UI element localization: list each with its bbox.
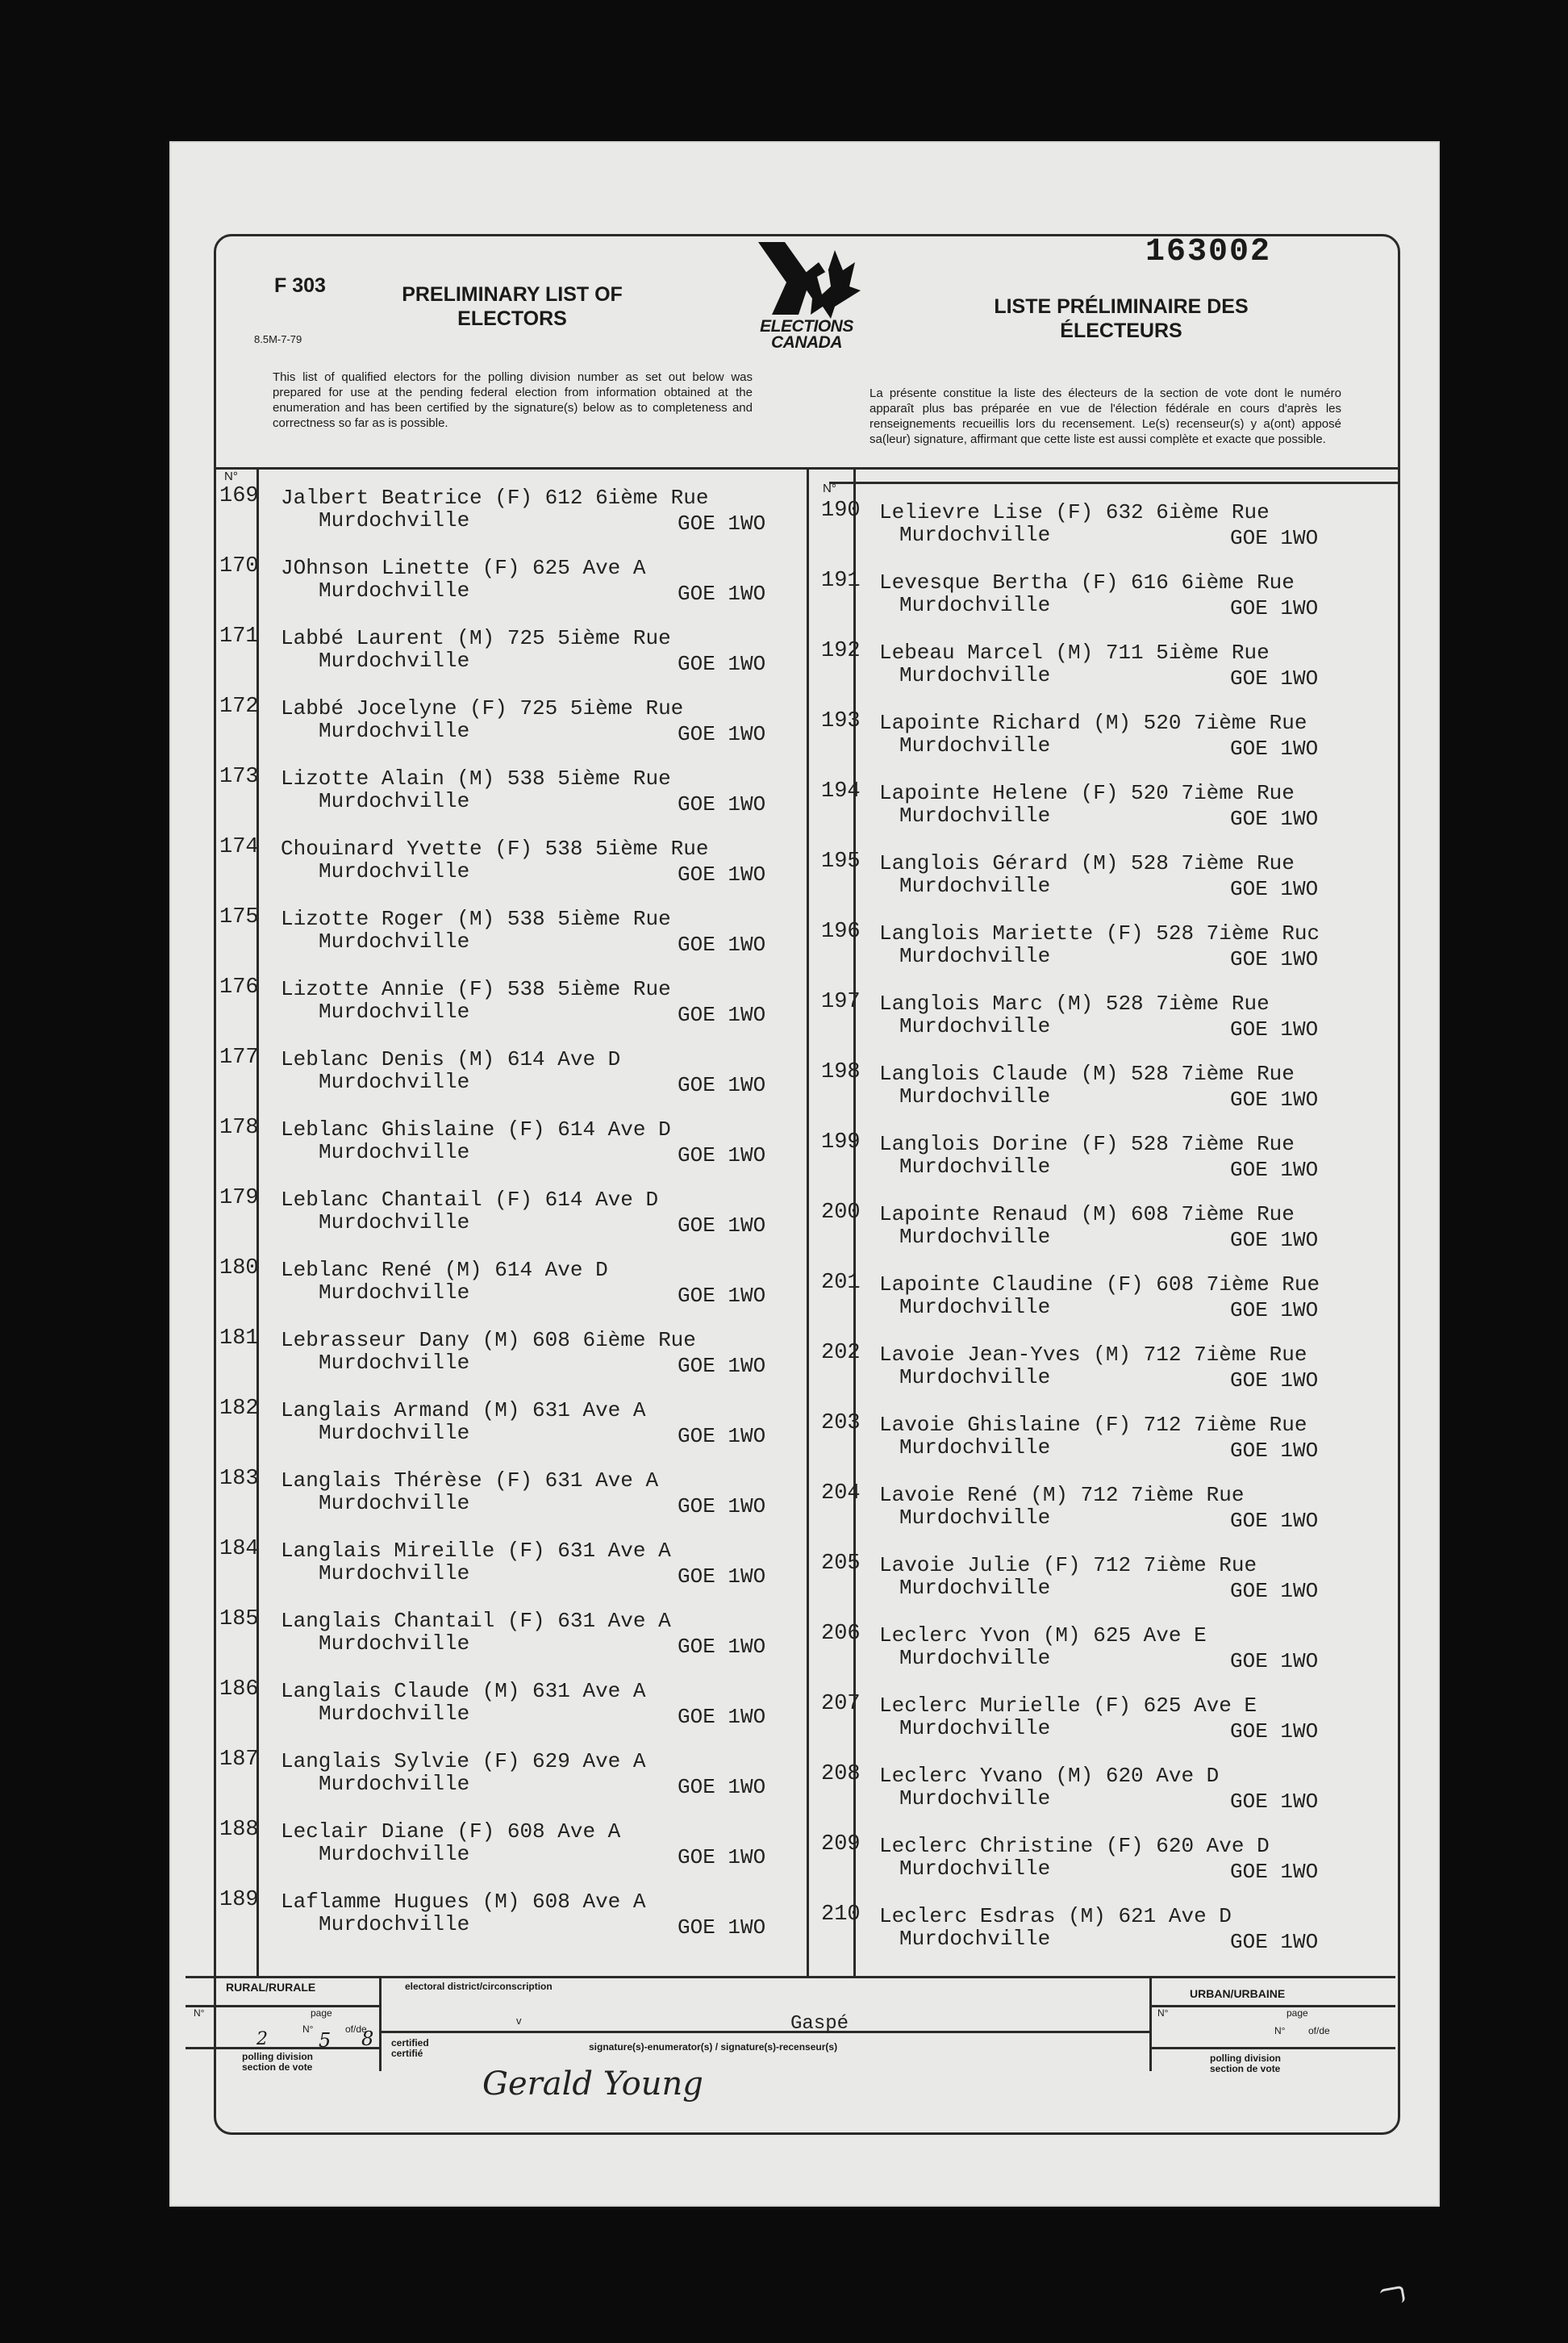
elector-number: 203 [821,1411,861,1435]
elector-postal-code: GOE 1WO [678,1775,766,1799]
elector-town: Murdochville [899,1014,1051,1038]
elector-town: Murdochville [319,719,470,743]
elector-postal-code: GOE 1WO [1230,1158,1319,1182]
footer-rule-1 [379,1976,382,2071]
elector-postal-code: GOE 1WO [1230,1017,1319,1042]
elector-name-address: Lapointe Claudine (F) 608 7ième Rue [879,1272,1320,1297]
elector-town: Murdochville [899,523,1051,547]
elector-postal-code: GOE 1WO [1230,1579,1319,1603]
elector-name-address: Leclerc Esdras (M) 621 Ave D [879,1904,1232,1928]
elector-postal-code: GOE 1WO [678,1635,766,1659]
elector-postal-code: GOE 1WO [1230,737,1319,761]
elector-postal-code: GOE 1WO [1230,1368,1319,1393]
elector-number: 182 [219,1397,259,1421]
elector-name-address: Leclair Diane (F) 608 Ave A [281,1819,621,1844]
urban-label: URBAN/URBAINE [1190,1987,1286,2000]
elector-number: 178 [219,1116,259,1140]
footer-rule-district [379,2031,1149,2033]
elector-postal-code: GOE 1WO [678,1284,766,1308]
elector-town: Murdochville [319,1280,470,1305]
elector-number: 206 [821,1622,861,1646]
elector-town: Murdochville [899,1716,1051,1740]
elector-number: 204 [821,1481,861,1506]
rural-page-label: page [311,2007,332,2019]
elector-postal-code: GOE 1WO [1230,1719,1319,1744]
elector-postal-code: GOE 1WO [678,512,766,536]
elector-number: 173 [219,765,259,789]
elector-name-address: Leclerc Yvon (M) 625 Ave E [879,1623,1207,1648]
elector-name-address: JOhnson Linette (F) 625 Ave A [281,556,646,580]
elector-town: Murdochville [899,1225,1051,1249]
elector-name-address: Lebrasseur Dany (M) 608 6ième Rue [281,1328,696,1352]
footer-rule-urban-2 [1149,2047,1395,2049]
elector-number: 193 [821,709,861,733]
elector-name-address: Langlois Claude (M) 528 7ième Rue [879,1062,1295,1086]
elector-number: 185 [219,1607,259,1631]
elector-number: 188 [219,1818,259,1842]
elector-number: 175 [219,905,259,929]
elector-town: Murdochville [899,1576,1051,1600]
elector-town: Murdochville [899,804,1051,828]
title-french [976,294,1266,343]
elector-name-address: Chouinard Yvette (F) 538 5ième Rue [281,837,709,861]
elector-postal-code: GOE 1WO [1230,1509,1319,1533]
elector-town: Murdochville [899,1084,1051,1109]
elections-canada-logo [738,238,875,352]
elector-postal-code: GOE 1WO [678,933,766,957]
district-mark: v [516,2015,522,2027]
elector-postal-code: GOE 1WO [1230,526,1319,550]
elector-name-address: Lavoie Jean-Yves (M) 712 7ième Rue [879,1343,1307,1367]
elector-number: 174 [219,835,259,859]
urban-page-of-label: of/de [1308,2025,1330,2036]
elector-name-address: Lavoie René (M) 712 7ième Rue [879,1483,1245,1507]
district-value: Gaspé [790,2013,849,2035]
elector-name-address: Leblanc Ghislaine (F) 614 Ave D [281,1117,671,1142]
elector-name-address: Langlais Armand (M) 631 Ave A [281,1398,646,1422]
elector-name-address: Levesque Bertha (F) 616 6ième Rue [879,570,1295,595]
column-header-no-left: N° [224,470,238,483]
elector-town: Murdochville [319,1140,470,1164]
elector-name-address: Langlois Mariette (F) 528 7ième Ruc [879,921,1320,946]
elector-town: Murdochville [319,508,470,532]
elector-number: 196 [821,920,861,944]
logo-wordmark [738,319,875,351]
table-top-rule [214,467,1398,470]
elector-number: 183 [219,1467,259,1491]
polling-label-en: polling division [242,2051,313,2062]
elector-name-address: Lizotte Annie (F) 538 5ième Rue [281,977,671,1001]
elector-number: 186 [219,1677,259,1702]
elector-postal-code: GOE 1WO [678,1705,766,1729]
elector-number: 205 [821,1552,861,1576]
elector-postal-code: GOE 1WO [1230,1790,1319,1814]
elector-town: Murdochville [899,1927,1051,1951]
elector-number: 177 [219,1046,259,1070]
elector-number: 181 [219,1326,259,1351]
elector-name-address: Leclerc Murielle (F) 625 Ave E [879,1694,1257,1718]
elector-name-address: Lizotte Alain (M) 538 5ième Rue [281,766,671,791]
elector-postal-code: GOE 1WO [1230,1298,1319,1322]
elector-postal-code: GOE 1WO [1230,877,1319,901]
elector-number: 195 [821,850,861,874]
elector-number: 176 [219,975,259,1000]
elector-town: Murdochville [899,1786,1051,1810]
elector-number: 210 [821,1902,861,1927]
elector-number: 191 [821,569,861,593]
elector-postal-code: GOE 1WO [678,652,766,676]
elector-name-address: Lebeau Marcel (M) 711 5ième Rue [879,641,1270,665]
form-code: F 303 [274,274,326,297]
elector-name-address: Langlais Thérèse (F) 631 Ave A [281,1468,659,1493]
footer-rule-urban [1149,2005,1395,2007]
elector-number: 170 [219,554,259,578]
elector-town: Murdochville [319,1070,470,1094]
elector-number: 209 [821,1832,861,1856]
elector-town: Murdochville [319,1842,470,1866]
elector-number: 207 [821,1692,861,1716]
elector-postal-code: GOE 1WO [678,1494,766,1518]
elector-postal-code: GOE 1WO [1230,1228,1319,1252]
elector-number: 201 [821,1271,861,1295]
page-total: 8 [361,2028,374,2050]
elector-postal-code: GOE 1WO [678,1213,766,1238]
table-top-rule-right [829,482,1398,484]
rural-page-no-label: N° [302,2023,314,2035]
elector-name-address: Lelievre Lise (F) 632 6ième Rue [879,500,1270,524]
elector-name-address: Labbé Laurent (M) 725 5ième Rue [281,626,671,650]
intro-english: This list of qualified electors for the polling division number as set out below was prepared for use at the pending federal election from information obtained at the enumeration and has been certified by the signature(s) below as to completeness and correctness so far as is possible. [273,370,753,430]
logo-text-canada: CANADA [771,333,842,352]
rural-page-of-label: of/de [345,2023,367,2035]
elector-number: 180 [219,1256,259,1280]
urban-no-label: N° [1157,2007,1169,2019]
elector-name-address: Laflamme Hugues (M) 608 Ave A [281,1890,646,1914]
elector-name-address: Langlais Claude (M) 631 Ave A [281,1679,646,1703]
elector-name-address: Langlois Marc (M) 528 7ième Rue [879,992,1270,1016]
elector-number: 184 [219,1537,259,1561]
district-label: electoral district/circonscription [405,1981,553,1992]
form-print-code: 8.5M-7-79 [254,333,302,345]
elector-town: Murdochville [319,1000,470,1024]
certified-fr: certifié [391,2048,423,2059]
signature-label: signature(s)-enumerator(s) / signature(s)-recenseur(s) [589,2041,838,2053]
urban-page-label: page [1287,2007,1308,2019]
elector-postal-code: GOE 1WO [1230,947,1319,971]
center-rule-a [807,467,809,1976]
elector-number: 169 [219,484,259,508]
elector-town: Murdochville [899,593,1051,617]
elector-name-address: Lavoie Ghislaine (F) 712 7ième Rue [879,1413,1307,1437]
elector-town: Murdochville [319,859,470,883]
rural-label: RURAL/RURALE [226,1981,316,1994]
elector-town: Murdochville [899,1155,1051,1179]
elector-postal-code: GOE 1WO [678,862,766,887]
title-english [379,282,645,331]
elector-town: Murdochville [899,1295,1051,1319]
elector-town: Murdochville [319,929,470,954]
elector-number: 171 [219,624,259,649]
elector-town: Murdochville [899,1506,1051,1530]
elector-postal-code: GOE 1WO [678,722,766,746]
elector-town: Murdochville [319,1210,470,1234]
x-maple-leaf-icon [754,238,867,323]
elector-postal-code: GOE 1WO [678,1424,766,1448]
elector-town: Murdochville [319,578,470,603]
elector-name-address: Leclerc Christine (F) 620 Ave D [879,1834,1270,1858]
rural-number: 2 [256,2029,268,2049]
elector-town: Murdochville [899,944,1051,968]
elector-name-address: Lapointe Helene (F) 520 7ième Rue [879,781,1295,805]
elector-town: Murdochville [319,1631,470,1656]
title-en-line1: PRELIMINARY LIST OF [402,283,623,306]
enumerator-signature: Gerald Young [482,2065,703,2103]
elector-postal-code: GOE 1WO [678,1845,766,1869]
elector-name-address: Leblanc René (M) 614 Ave D [281,1258,608,1282]
footer-rule-rural [186,2005,379,2007]
elector-town: Murdochville [899,1365,1051,1389]
elector-postal-code: GOE 1WO [678,1003,766,1027]
elector-name-address: Leblanc Denis (M) 614 Ave D [281,1047,621,1071]
elector-town: Murdochville [319,1421,470,1445]
elector-number: 190 [821,499,861,523]
elector-town: Murdochville [899,1646,1051,1670]
elector-postal-code: GOE 1WO [1230,807,1319,831]
certified-en: certified [391,2037,429,2049]
serial-number: 163002 [1145,234,1272,270]
elector-name-address: Lapointe Richard (M) 520 7ième Rue [879,711,1307,735]
elector-number: 200 [821,1201,861,1225]
elector-number: 187 [219,1748,259,1772]
elector-postal-code: GOE 1WO [1230,1860,1319,1884]
title-en-line2: ELECTORS [457,307,567,330]
elector-number: 199 [821,1130,861,1155]
elector-name-address: Langlais Mireille (F) 631 Ave A [281,1539,671,1563]
elector-number: 192 [821,639,861,663]
title-fr-line2: ÉLECTEURS [1060,320,1182,342]
elector-postal-code: GOE 1WO [678,792,766,816]
elector-town: Murdochville [319,789,470,813]
footer-rule-rural-2 [186,2047,379,2049]
elector-town: Murdochville [899,733,1051,758]
elector-town: Murdochville [899,663,1051,687]
elector-name-address: Leblanc Chantail (F) 614 Ave D [281,1188,659,1212]
elector-name-address: Lapointe Renaud (M) 608 7ième Rue [879,1202,1295,1226]
elector-number: 194 [821,779,861,804]
footer-rule-2 [1149,1976,1152,2071]
elector-postal-code: GOE 1WO [1230,1649,1319,1673]
elector-postal-code: GOE 1WO [678,1143,766,1167]
elector-name-address: Jalbert Beatrice (F) 612 6ième Rue [281,486,709,510]
elector-number: 189 [219,1888,259,1912]
elector-postal-code: GOE 1WO [1230,1439,1319,1463]
elector-postal-code: GOE 1WO [678,1354,766,1378]
elector-town: Murdochville [319,1561,470,1585]
elector-postal-code: GOE 1WO [678,582,766,606]
film-corner-mark [1379,2286,1405,2307]
elector-number: 198 [821,1060,861,1084]
page-number: 5 [319,2029,332,2052]
elector-number: 208 [821,1762,861,1786]
elector-name-address: Labbé Jocelyne (F) 725 5ième Rue [281,696,684,720]
elector-town: Murdochville [899,1856,1051,1881]
elector-town: Murdochville [319,649,470,673]
elector-town: Murdochville [319,1491,470,1515]
elector-town: Murdochville [899,1435,1051,1460]
elector-name-address: Lavoie Julie (F) 712 7ième Rue [879,1553,1257,1577]
elector-name-address: Langlais Chantail (F) 631 Ave A [281,1609,671,1633]
elector-name-address: Langlais Sylvie (F) 629 Ave A [281,1749,646,1773]
logo-text-elections: ELECTIONS [760,317,853,336]
urban-page-no-label: N° [1274,2025,1286,2036]
elector-number: 197 [821,990,861,1014]
elector-number: 202 [821,1341,861,1365]
elector-name-address: Langlois Dorine (F) 528 7ième Rue [879,1132,1295,1156]
document-page [169,141,1440,2207]
elector-number: 179 [219,1186,259,1210]
title-fr-line1: LISTE PRÉLIMINAIRE DES [994,295,1249,318]
elector-name-address: Leclerc Yvano (M) 620 Ave D [879,1764,1220,1788]
elector-town: Murdochville [319,1772,470,1796]
elector-postal-code: GOE 1WO [1230,1930,1319,1954]
elector-town: Murdochville [319,1351,470,1375]
elector-number: 172 [219,695,259,719]
footer-top-rule [186,1976,1395,1978]
rural-no-label: N° [194,2007,205,2019]
elector-postal-code: GOE 1WO [1230,1088,1319,1112]
elector-postal-code: GOE 1WO [678,1073,766,1097]
elector-town: Murdochville [319,1912,470,1936]
column-header-no-right: N° [823,482,836,495]
polling-label-fr: section de vote [242,2061,313,2073]
elector-name-address: Lizotte Roger (M) 538 5ième Rue [281,907,671,931]
elector-postal-code: GOE 1WO [678,1564,766,1589]
urban-polling-label-en: polling division [1210,2053,1281,2064]
elector-town: Murdochville [899,874,1051,898]
intro-french: La présente constitue la liste des électeurs de la section de vote dont le numéro apparaît plus bas préparée en vue de l'élection fédérale en cours d'après les renseignements recueillis lors du recensement. Le(s) recenseur(s) y a(ont) apposé sa(leur) signature, affirmant que cette liste est aussi complète et exacte que possible. [869,386,1341,446]
elector-postal-code: GOE 1WO [1230,666,1319,691]
elector-name-address: Langlois Gérard (M) 528 7ième Rue [879,851,1295,875]
elector-town: Murdochville [319,1702,470,1726]
elector-postal-code: GOE 1WO [678,1915,766,1940]
urban-polling-label-fr: section de vote [1210,2063,1281,2074]
elector-postal-code: GOE 1WO [1230,596,1319,620]
